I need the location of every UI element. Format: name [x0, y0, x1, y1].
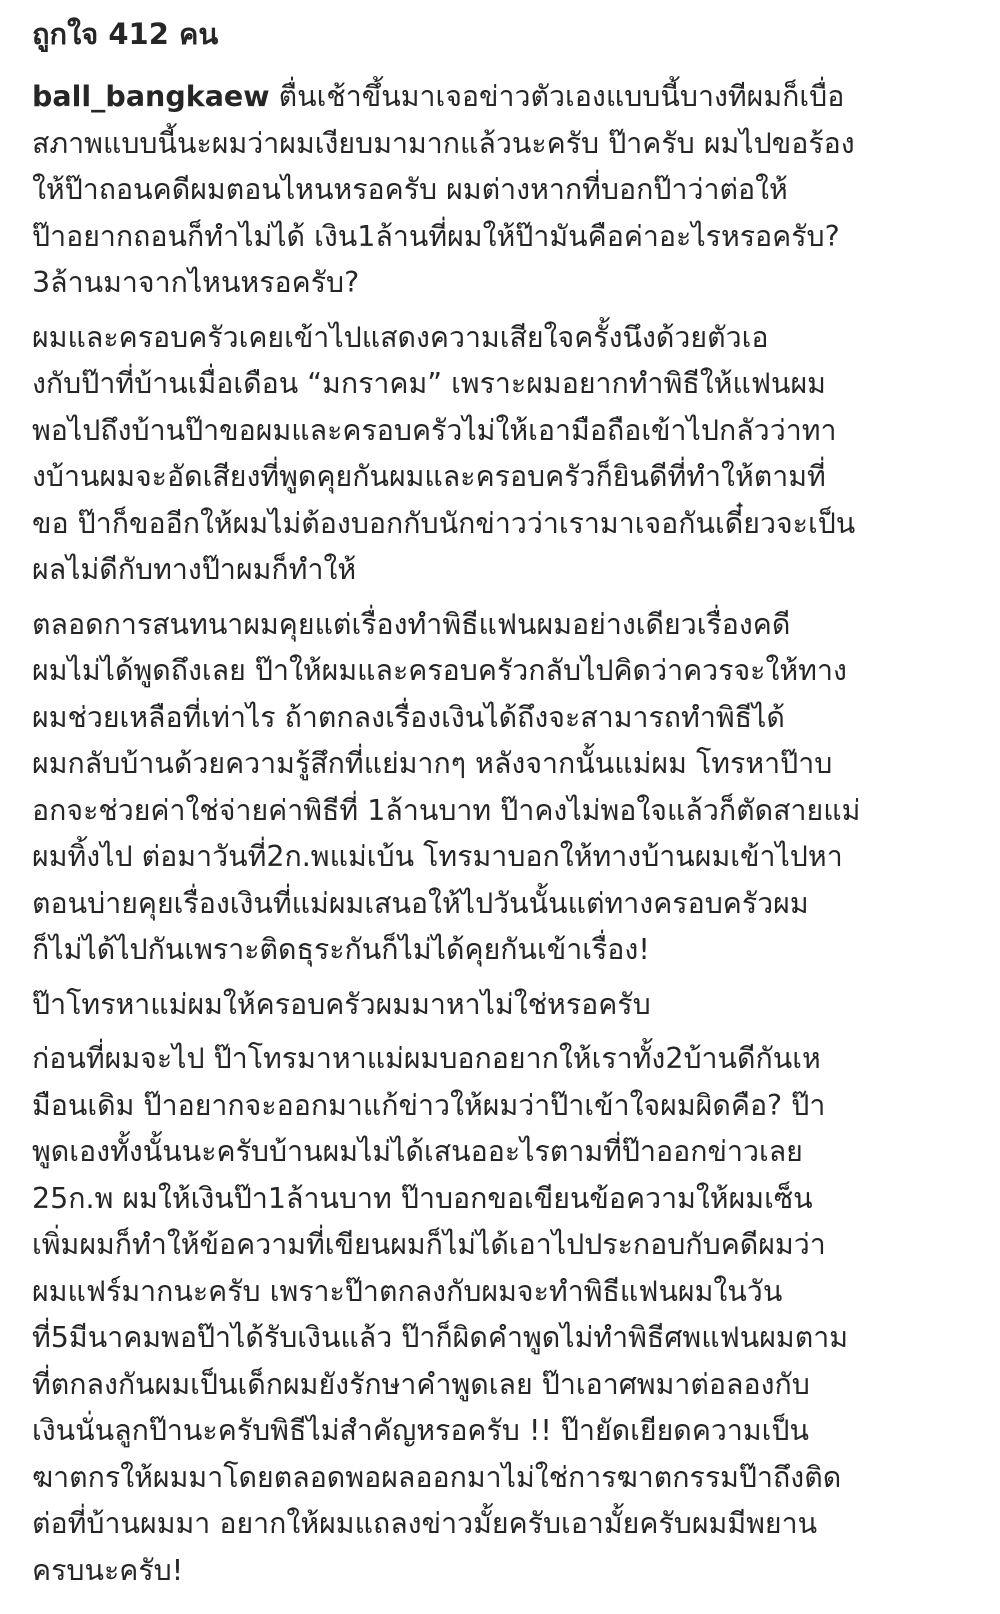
caption-paragraph-4: ป๊าโทรหาแม่ผมให้ครอบครัวผมมาหาไม่ใช่หรอครับ	[32, 987, 651, 1021]
caption-paragraph-1-text: ตื่นเช้าขึ้นมาเจอข่าวตัวเองแบบนี้บางทีผมก็เบื่อ สภาพแบบนี้นะผมว่าผมเงียบมามากแล้วนะครับ ป๊าครับ ผมไปขอร้อง ให้ป๊าถอนคดีผมตอนไหนหรอครับ ผมต่างหากที่บอกป๊าว่าต่อให้ ป๊าอยากถอนก็ทำไม่ได้ เงิน1ล้านที่ผมให้ป๊ามันคือค่าอะไรหรอครับ? 3ล้านมาจากไหนหรอครับ?	[32, 80, 855, 299]
caption-paragraph-3: ตลอดการสนทนาผมคุยแต่เรื่องทำพิธีแฟนผมอย่างเดียวเรื่องคดี ผมไม่ได้พูดถึงเลย ป๊าให้ผมและครอบครัวกลับไปคิดว่าควรจะให้ทาง ผมช่วยเหลือที่เท่าไร ถ้าตกลงเรื่องเงินได้ถึงจะสามารถทำพิธีได้ ผมกลับบ้านด้วยความรู้สึกที่แย่มากๆ หลังจากนั้นแม่ผม โทรหาป๊าบ อกจะช่วยค่าใช่จ่ายค่าพิธีที่ 1ล้านบาท ป๊าคงไม่พอใจแล้วก็ตัดสายแม่ ผมทิ้งไป ต่อมาวันที่2ก.พแม่เบ้น โทรมาบอกให้ทางบ้านผมเข้าไปหา ตอนบ่ายคุยเรื่องเงินที่แม่ผมเสนอให้ไปวันนั้นแต่ทางครอบครัวผม ก็ไม่ได้ไปกันเพราะติดธุระกันก็ไม่ได้คุยกันเข้าเรื่อง!	[32, 607, 861, 966]
likes-count[interactable]: ถูกใจ 412 คน	[32, 17, 219, 51]
username-link[interactable]: ball_bangkaew	[32, 80, 270, 113]
caption-text	[32, 74, 966, 1594]
caption-paragraph-5: ก่อนที่ผมจะไป ป๊าโทรมาหาแม่ผมบอกอยากให้เราทั้ง2บ้านดีกันเห มือนเดิม ป๊าอยากจะออกมาแก้ข่าวให้ผมว่าป๊าเข้าใจผมผิดคือ? ป๊า พูดเองทั้งนั้นนะครับบ้านผมไม่ได้เสนออะไรตามที่ป๊าออกข่าวเลย 25ก.พ ผมให้เงินป๊า1ล้านบาท ป๊าบอกขอเขียนข้อความให้ผมเซ็น เพิ่มผมก็ทำให้ข้อความที่เขียนผมก็ไม่ได้เอาไปประกอบกับคดีผมว่า ผมแฟร์มากนะครับ เพราะป๊าตกลงกับผมจะทำพิธีแฟนผมในวัน ที่5มีนาคมพอป๊าได้รับเงินแล้ว ป๊าก็ผิดคำพูดไม่ทำพิธีศพแฟนผมตาม ที่ตกลงกันผมเป็นเด็กผมยังรักษาคำพูดเลย ป๊าเอาศพมาต่อลองกับ เงินนั่นลูกป๊านะครับพิธีไม่สำคัญหรอครับ !! ป๊ายัดเยียดความเป็น ฆาตกรให้ผมมาโดยตลอดพอผลออกมาไม่ใช่การฆาตกรรมป๊าถึงติด ต่อที่บ้านผมมา อยากให้ผมแถลงข่าวมั้ยครับเอามั้ยครับผมมีพยาน ครบนะครับ!	[32, 1042, 849, 1587]
caption-paragraph-2: ผมและครอบครัวเคยเข้าไปแสดงความเสียใจครั้งนึงด้วยตัวเอ งกับป๊าที่บ้านเมื่อเดือน “มกราคม” เพราะผมอยากทำพิธีให้แฟนผม พอไปถึงบ้านป๊าขอผมและครอบครัวไม่ให้เอามือถือเข้าไปกลัวว่าทา งบ้านผมจะอัดเสียงที่พูดคุยกันผมและครอบครัวก็ยินดีที่ทำให้ตามที่ ขอ ป๊าก็ขออีกให้ผมไม่ต้องบอกกับนักข่าวว่าเรามาเจอกันเดี๋ยวจะเป็น ผลไม่ดีกับทางป๊าผมก็ทำให้	[32, 320, 856, 586]
caption-paragraph-1	[32, 74, 966, 307]
caption-overflow	[32, 1602, 966, 1614]
